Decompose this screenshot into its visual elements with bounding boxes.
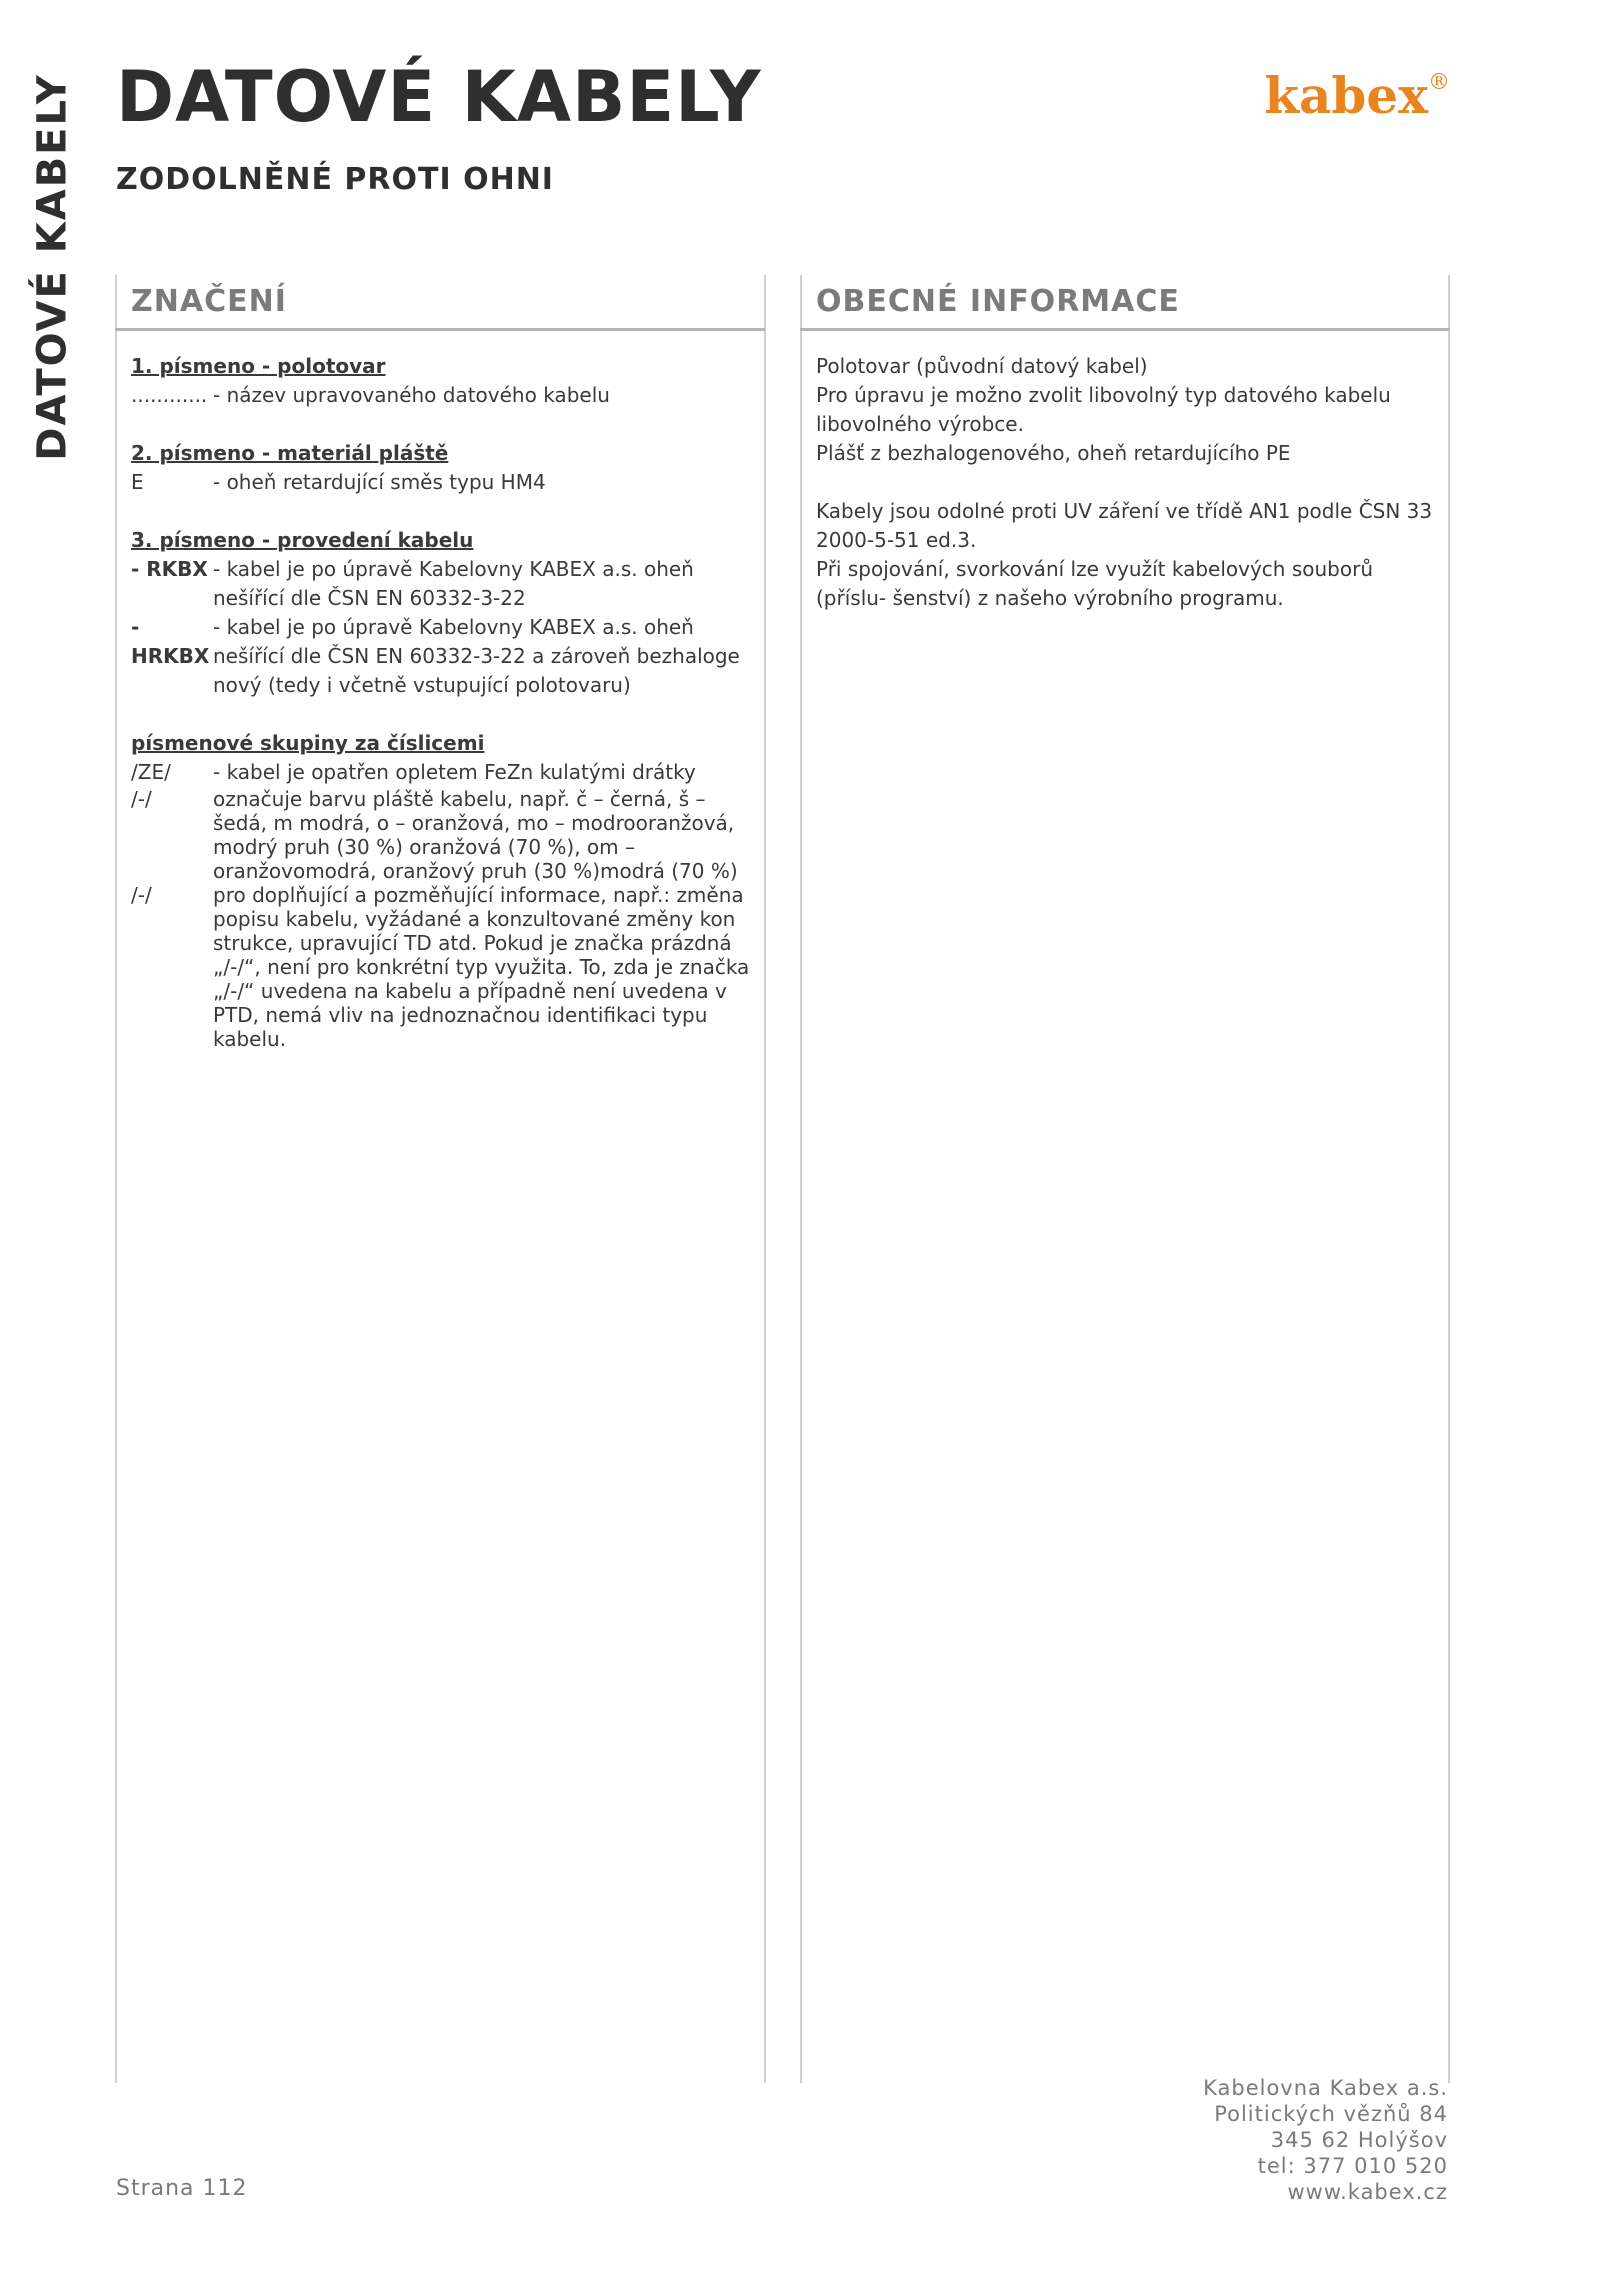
- marking-s4-row-color: [131, 787, 756, 883]
- section-heading-general-info: OBECNÉ INFORMACE: [816, 284, 1180, 319]
- marking-s3-text-rkbx: - kabel je po úpravě Kabelovny KABEX a.s. oheň nešířící dle ČSN EN 60332-3-22: [213, 557, 694, 610]
- marking-s3-code-hrkbx: - HRKBX: [131, 615, 210, 668]
- info-paragraph-1: Polotovar (původní datový kabel): [816, 354, 1148, 378]
- marking-s4-text-info: pro doplňující a pozměňující informace, např.: změna popisu kabelu, vyžádané a konzultované změny kon strukce, upravující TD atd. Pokud je značka prázdná „/-/“, není pro konkrétní typ využita. To, zda je značka „/-/“ uvedena na kabelu a případně není uvedena v PTD, nemá vliv na jednoznačnou identifikaci typu kabelu.: [213, 883, 750, 1051]
- marking-s1-title: 1. písmeno - polotovar: [131, 354, 386, 378]
- info-paragraph-2: Pro úpravu je možno zvolit libovolný typ datového kabelu libovolného výrobce.: [816, 383, 1391, 436]
- marking-s4-code-color: /-/: [131, 787, 152, 811]
- marking-s3-row-rkbx: [131, 555, 756, 613]
- marking-s4-code-info: /-/: [131, 883, 152, 907]
- address-street: Politických vězňů 84: [1214, 2102, 1448, 2126]
- info-paragraph-3: Plášť z bezhalogenového, oheň retardujícího PE: [816, 441, 1291, 465]
- marking-s4-code-ze: /ZE/: [131, 760, 171, 784]
- marking-s4-row-info: [131, 883, 756, 1051]
- left-column-border-right: [764, 275, 766, 2083]
- marking-s2-title: 2. písmeno - materiál pláště: [131, 441, 449, 465]
- section-divider-left: [115, 328, 765, 331]
- info-paragraph-5: Při spojování, svorkování lze využít kabelových souborů (příslu- šenství) z našeho výrobního programu.: [816, 557, 1373, 610]
- marking-s3-title: 3. písmeno - provedení kabelu: [131, 528, 474, 552]
- side-title: [22, 73, 84, 461]
- marking-s3-row-hrkbx: [131, 613, 756, 700]
- marking-s4-row-ze: [131, 758, 756, 787]
- marking-s1-row: [131, 381, 756, 410]
- page-title: DATOVÉ KABELY: [116, 56, 762, 138]
- marking-s1-text: - název upravovaného datového kabelu: [213, 383, 610, 407]
- marking-content: [131, 352, 756, 1051]
- marking-s4-text-ze: - kabel je opatřen opletem FeZn kulatými drátky: [213, 760, 696, 784]
- right-column-border-left: [800, 275, 802, 2083]
- marking-s2-code: E: [131, 470, 144, 494]
- page-number: Strana 112: [116, 2176, 248, 2201]
- section-heading-marking: ZNAČENÍ: [131, 284, 287, 319]
- marking-s4-text-color: označuje barvu pláště kabelu, např. č – černá, š – šedá, m modrá, o – oranžová, mo – modrooranžová, modrý pruh (30 %) oranžová (70 %), om – oranžovomodrá, oranžový pruh (30 %)modrá (70 %): [213, 787, 738, 883]
- marking-s3-text-hrkbx: - kabel je po úpravě Kabelovny KABEX a.s. oheň nešířící dle ČSN EN 60332-3-22 a zároveň bezhaloge nový (tedy i včetně vstupující polotovaru): [213, 615, 740, 697]
- marking-s2-text: - oheň retardující směs typu HM4: [213, 470, 546, 494]
- kabex-logo: [1264, 66, 1450, 125]
- info-paragraph-4: Kabely jsou odolné proti UV záření ve třídě AN1 podle ČSN 33 2000-5-51 ed.3.: [816, 499, 1433, 552]
- side-title-text: DATOVÉ KABELY: [30, 73, 76, 461]
- company-address: [1203, 2075, 1448, 2205]
- marking-s4-title: písmenové skupiny za číslicemi: [131, 731, 485, 755]
- marking-s3-code-rkbx: - RKBX: [131, 557, 208, 581]
- general-info-content: [816, 352, 1441, 613]
- page-subtitle: ZODOLNĚNÉ PROTI OHNI: [116, 162, 554, 197]
- marking-s2-row: [131, 468, 756, 497]
- address-company: Kabelovna Kabex a.s.: [1203, 2076, 1448, 2100]
- right-column-border-right: [1448, 275, 1450, 2083]
- address-phone: tel: 377 010 520: [1257, 2154, 1448, 2178]
- section-divider-right: [800, 328, 1450, 331]
- address-city: 345 62 Holýšov: [1270, 2128, 1448, 2152]
- marking-s1-code: ............: [131, 383, 208, 407]
- logo-text: kabex: [1264, 66, 1428, 125]
- address-web-link[interactable]: www.kabex.cz: [1287, 2180, 1448, 2204]
- left-column-border-left: [115, 275, 117, 2083]
- registered-mark: ®: [1428, 70, 1450, 95]
